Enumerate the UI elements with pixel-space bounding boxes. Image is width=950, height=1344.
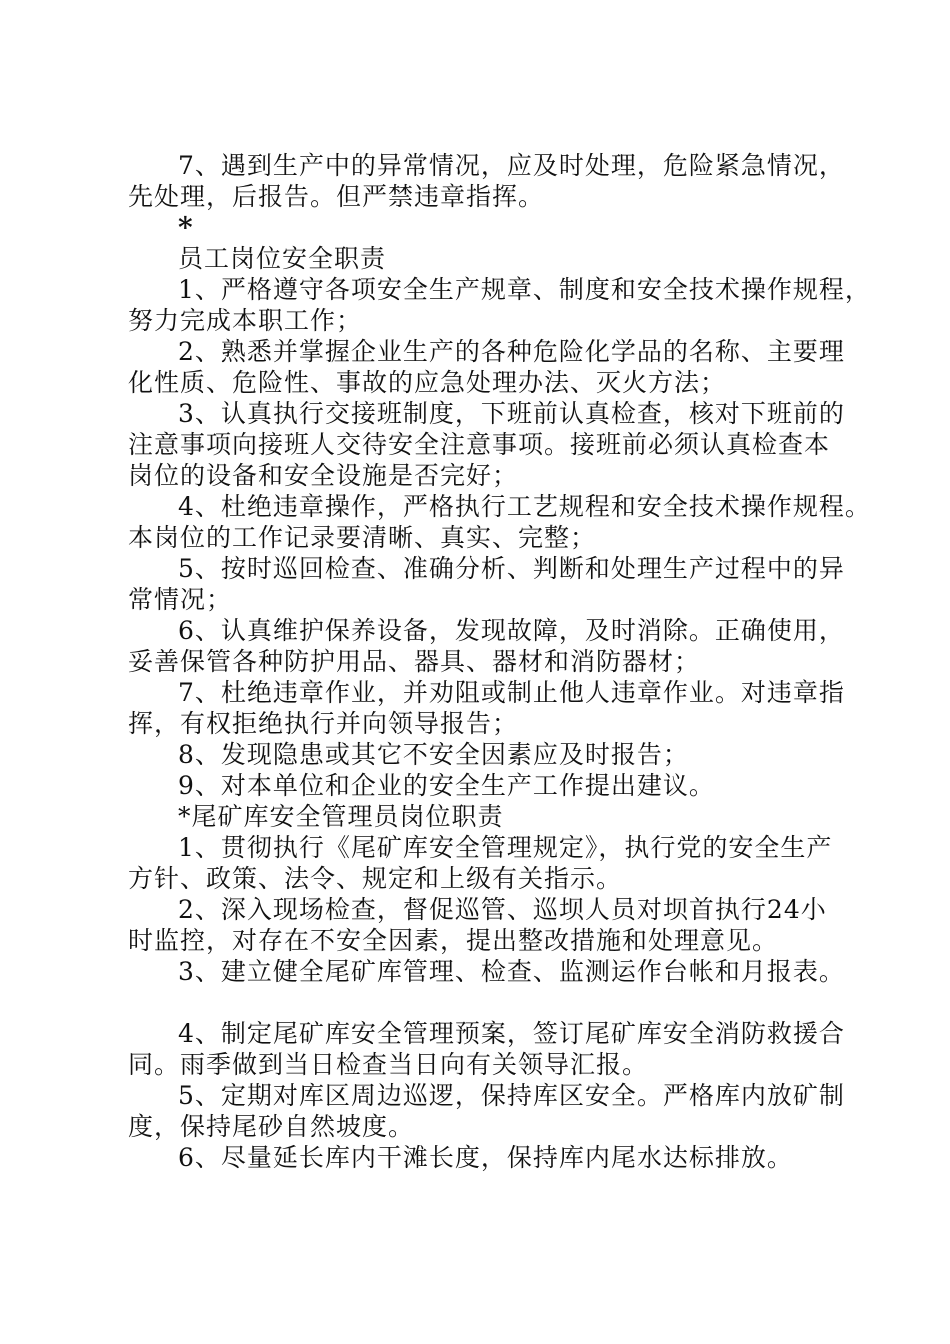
paragraph-line: 本岗位的工作记录要清晰、真实、完整； [128,523,597,552]
paragraph-line: 2、熟悉并掌握企业生产的各种危险化学品的名称、主要理 [178,337,845,366]
paragraph-line: 同。雨季做到当日检查当日向有关领导汇报。 [128,1050,649,1079]
paragraph-line: 9、对本单位和企业的安全生产工作提出建议。 [178,771,715,800]
paragraph-line: 3、建立健全尾矿库管理、检查、监测运作台帐和月报表。 [178,957,845,986]
paragraph-line: 注意事项向接班人交待安全注意事项。接班前必须认真检查本 [128,430,831,459]
paragraph-line: 7、遇到生产中的异常情况，应及时处理，危险紧急情况， [178,151,845,180]
paragraph-line: 5、定期对库区周边巡逻，保持库区安全。严格库内放矿制 [178,1081,845,1110]
paragraph-line: 化性质、危险性、事故的应急处理办法、灭火方法； [128,368,727,397]
paragraph-line: 4、制定尾矿库安全管理预案，签订尾矿库安全消防救援合 [178,1019,845,1048]
paragraph-line: 1、严格遵守各项安全生产规章、制度和安全技术操作规程， [178,275,871,304]
paragraph-line: 4、杜绝违章操作，严格执行工艺规程和安全技术操作规程。 [178,492,871,521]
paragraph-line: 挥，有权拒绝执行并向领导报告； [128,709,519,738]
paragraph-line: 8、发现隐患或其它不安全因素应及时报告； [178,740,689,769]
paragraph-line: 先处理，后报告。但严禁违章指挥。 [128,182,545,211]
paragraph-line: 时监控，对存在不安全因素，提出整改措施和处理意见。 [128,926,779,955]
section-heading: 员工岗位安全职责 [178,244,387,273]
paragraph-line: 度，保持尾砂自然坡度。 [128,1112,415,1141]
section-divider-asterisk: * [178,211,194,244]
paragraph-line: 常情况； [128,585,233,614]
paragraph-line: 5、按时巡回检查、准确分析、判断和处理生产过程中的异 [178,554,845,583]
paragraph-line: 岗位的设备和安全设施是否完好； [128,461,519,490]
section-heading: *尾矿库安全管理员岗位职责 [178,802,504,831]
paragraph-line: 妥善保管各种防护用品、器具、器材和消防器材； [128,647,701,676]
paragraph-line: 努力完成本职工作； [128,306,363,335]
paragraph-line: 3、认真执行交接班制度，下班前认真检查，核对下班前的 [178,399,845,428]
paragraph-line: 2、深入现场检查，督促巡管、巡坝人员对坝首执行24小 [178,895,827,924]
paragraph-line: 6、尽量延长库内干滩长度，保持库内尾水达标排放。 [178,1143,793,1172]
paragraph-line: 6、认真维护保养设备，发现故障，及时消除。正确使用， [178,616,845,645]
paragraph-line: 方针、政策、法令、规定和上级有关指示。 [128,864,623,893]
document-body [128,150,871,1173]
paragraph-line: 7、杜绝违章作业，并劝阻或制止他人违章作业。对违章指 [178,678,845,707]
paragraph-line: 1、贯彻执行《尾矿库安全管理规定》，执行党的安全生产 [178,833,833,862]
blank-line [128,987,840,1018]
